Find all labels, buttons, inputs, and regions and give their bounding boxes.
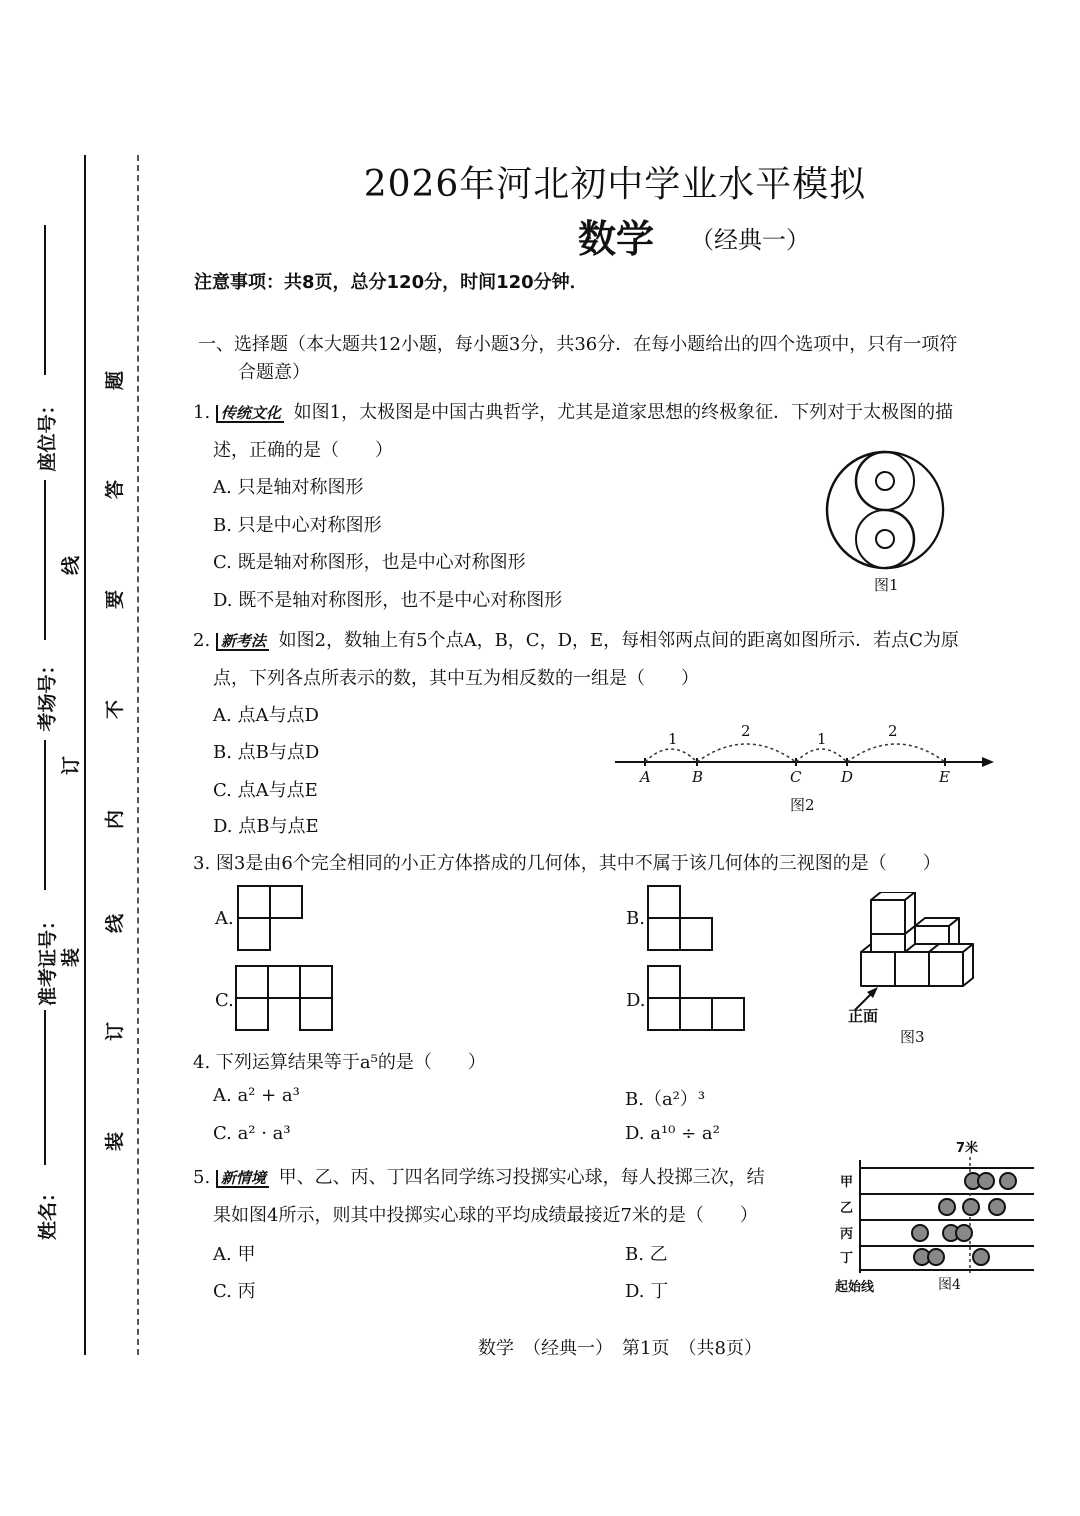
seal-char-outer: 线 <box>60 555 83 576</box>
option-d[interactable]: D. <box>626 990 646 1011</box>
point-label: A <box>640 768 651 786</box>
question-5-cont: 果如图4所示，则其中投掷实心球的平均成绩最接近7米的是（ ） <box>213 1205 758 1226</box>
category-tag: 新考法 <box>216 633 269 651</box>
page-footer: 数学 （经典一） 第1页 （共8页） <box>478 1338 762 1359</box>
option-c[interactable]: C. <box>215 990 234 1011</box>
option-c[interactable]: C. 既是轴对称图形，也是中心对称图形 <box>213 552 526 573</box>
option-d[interactable]: D. 点B与点E <box>213 816 319 837</box>
point-label: B <box>692 768 704 786</box>
question-number: 5. <box>193 1167 211 1188</box>
name-label: 姓名： <box>37 1182 60 1241</box>
seal-char: 订 <box>104 1021 127 1042</box>
view-c-figure[interactable] <box>234 964 336 1034</box>
question-2-cont: 点，下列各点所表示的数，其中互为相反数的一组是（ ） <box>213 668 699 689</box>
option-c[interactable]: C. 点A与点E <box>213 780 318 801</box>
row-label: 乙 <box>840 1201 854 1216</box>
option-d[interactable]: D. 丁 <box>625 1281 669 1302</box>
gap-label: 1 <box>668 730 678 748</box>
start-line-label: 起始线 <box>835 1280 875 1295</box>
figure-caption: 图2 <box>790 796 815 814</box>
room-label: 考场号： <box>36 655 59 732</box>
edition-label: （经典一） <box>690 226 810 254</box>
seal-char-outer: 装 <box>60 947 83 968</box>
option-b[interactable]: B. 点B与点D <box>213 742 320 763</box>
figure-caption: 图3 <box>900 1028 925 1046</box>
seal-char: 线 <box>104 913 127 934</box>
option-c[interactable]: C. 丙 <box>213 1281 256 1302</box>
point-label: C <box>790 768 802 786</box>
seal-char-outer: 订 <box>60 755 83 776</box>
option-b[interactable]: B. 只是中心对称图形 <box>213 515 382 536</box>
row-label: 甲 <box>840 1175 854 1190</box>
ticket-label: 准考证号： <box>37 910 60 1007</box>
point-label: E <box>939 768 950 786</box>
subject-title: 数学 <box>578 217 655 261</box>
exam-notice: 注意事项：共8页，总分120分，时间120分钟． <box>194 272 588 293</box>
category-tag: 新情境 <box>216 1170 269 1188</box>
name-blank[interactable] <box>44 1010 46 1165</box>
row-label: 丙 <box>840 1227 854 1242</box>
seal-char: 答 <box>104 479 127 500</box>
binding-solid-line <box>84 155 86 1355</box>
gap-label: 1 <box>817 730 827 748</box>
category-tag: 传统文化 <box>216 405 284 423</box>
number-line-figure <box>610 720 1000 790</box>
option-b[interactable]: B.（a²）³ <box>625 1089 706 1110</box>
option-a[interactable]: A. 甲 <box>213 1244 256 1265</box>
seal-char: 内 <box>104 809 127 830</box>
seal-char: 要 <box>104 589 127 610</box>
option-a[interactable]: A. 点A与点D <box>213 705 319 726</box>
gap-label: 2 <box>888 722 898 740</box>
question-number: 1. <box>193 402 211 423</box>
question-number: 2. <box>193 630 211 651</box>
taiji-figure <box>820 448 950 573</box>
question-text: 如图1，太极图是中国古典哲学，尤其是道家思想的终极象征．下列对于太极图的描 <box>293 402 954 423</box>
ticket-blank[interactable] <box>44 740 46 890</box>
seal-char: 不 <box>104 699 127 720</box>
question-text: 如图2，数轴上有5个点A，B，C，D，E，每相邻两点间的距离如图所示．若点C为原 <box>278 630 959 651</box>
option-b[interactable]: B. <box>626 908 645 929</box>
binding-dashed-line <box>137 155 139 1355</box>
option-d[interactable]: D. a¹⁰ ÷ a² <box>625 1123 720 1144</box>
row-label: 丁 <box>840 1251 854 1266</box>
question-4: 4. 下列运算结果等于a⁵的是（ ） <box>193 1052 486 1073</box>
gap-label: 2 <box>741 722 751 740</box>
figure-caption: 图4 <box>938 1277 961 1293</box>
option-b[interactable]: B. 乙 <box>625 1244 668 1265</box>
view-b-figure[interactable] <box>646 884 716 952</box>
marker-label: 7米 <box>956 1141 979 1156</box>
option-a[interactable]: A. a² + a³ <box>213 1085 300 1106</box>
figure-caption: 图1 <box>874 576 899 594</box>
seat-blank[interactable] <box>44 225 46 375</box>
question-text: 甲、乙、丙、丁四名同学练习投掷实心球，每人投掷三次，结 <box>278 1167 765 1188</box>
seal-char: 装 <box>104 1131 127 1152</box>
room-blank[interactable] <box>44 480 46 640</box>
throw-results-figure <box>834 1135 1039 1300</box>
question-1 <box>193 398 953 424</box>
option-d[interactable]: D. 既不是轴对称图形，也不是中心对称图形 <box>213 590 563 611</box>
page-title: 2026年河北初中学业水平模拟 <box>363 164 867 205</box>
seat-label: 座位号： <box>36 395 59 472</box>
question-1-cont: 述，正确的是（ ） <box>213 440 393 461</box>
section-heading: 一、选择题（本大题共12小题，每小题3分，共36分．在每小题给出的四个选项中，只有一项符 <box>198 334 958 355</box>
front-label: 正面 <box>848 1007 879 1025</box>
section-heading-cont: 合题意） <box>238 362 310 383</box>
view-d-figure[interactable] <box>646 964 748 1034</box>
option-a[interactable]: A. 只是轴对称图形 <box>213 477 364 498</box>
question-2 <box>193 626 959 652</box>
seal-char: 题 <box>104 370 127 391</box>
option-c[interactable]: C. a² · a³ <box>213 1123 291 1144</box>
point-label: D <box>841 768 854 786</box>
question-5 <box>193 1163 765 1189</box>
view-a-figure[interactable] <box>236 884 306 952</box>
question-3: 3. 图3是由6个完全相同的小正方体搭成的几何体，其中不属于该几何体的三视图的是（ ） <box>193 853 941 874</box>
option-a[interactable]: A. <box>215 908 234 929</box>
